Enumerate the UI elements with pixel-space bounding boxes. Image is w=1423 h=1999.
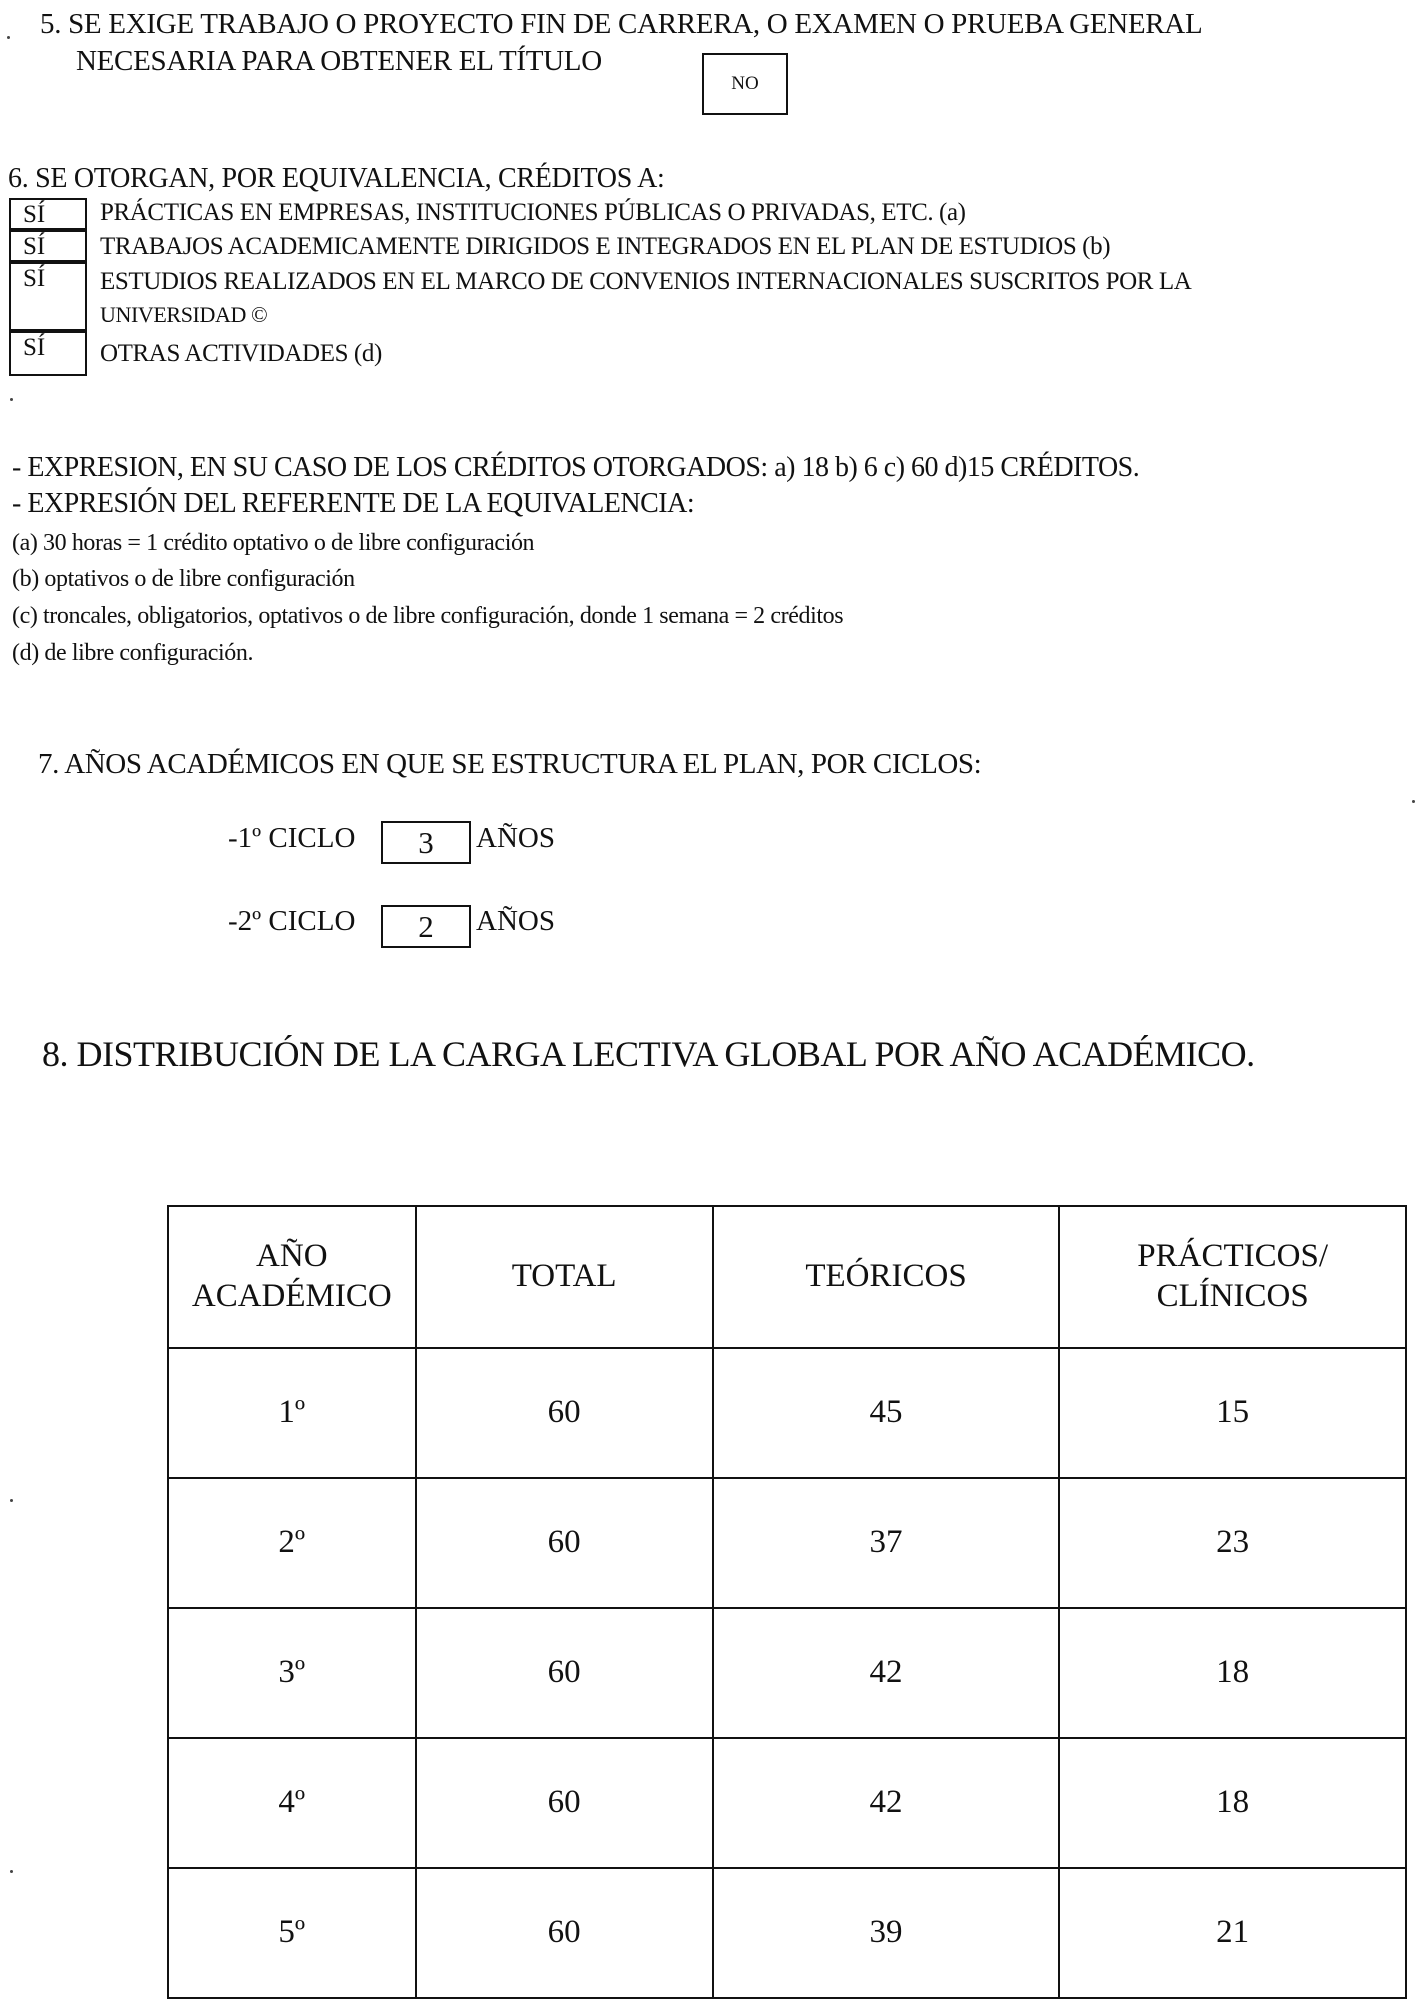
section5-answer-box [702, 53, 788, 115]
header-practical: PRÁCTICOS/ [1137, 1238, 1329, 1275]
scan-speck [10, 1870, 13, 1873]
option-b-checkbox [9, 230, 87, 262]
cell-theoretical: 45 [713, 1348, 1060, 1478]
cell-total: 60 [416, 1608, 713, 1738]
table-row [168, 1348, 1406, 1478]
option-c-text: ESTUDIOS REALIZADOS EN EL MARCO DE CONVENIOS INTERNACIONALES SUSCRITOS POR LA [100, 268, 1192, 295]
cell-practical: 23 [1059, 1478, 1406, 1608]
academic-load-table [167, 1205, 1407, 1999]
option-b-check: SÍ [23, 233, 46, 260]
cell-total: 60 [416, 1738, 713, 1868]
cell-practical: 18 [1059, 1608, 1406, 1738]
table-row [168, 1868, 1406, 1998]
section5-line1: 5. SE EXIGE TRABAJO O PROYECTO FIN DE CARRERA, O EXAMEN O PRUEBA GENERAL [40, 8, 1203, 40]
scan-speck [1412, 800, 1415, 803]
section8-title: 8. DISTRIBUCIÓN DE LA CARGA LECTIVA GLOBAL POR AÑO ACADÉMICO. [42, 1034, 1255, 1074]
table-row [168, 1478, 1406, 1608]
section5-line2: NECESARIA PARA OBTENER EL TÍTULO [76, 45, 602, 77]
option-a-checkbox [9, 198, 87, 230]
option-a-text: PRÁCTICAS EN EMPRESAS, INSTITUCIONES PÚBLICAS O PRIVADAS, ETC. (a) [100, 199, 966, 226]
ref-c: (c) troncales, obligatorios, optativos o de libre configuración, donde 1 semana = 2 créditos [12, 603, 844, 629]
option-d-checkbox [9, 331, 87, 376]
cell-theoretical: 42 [713, 1738, 1060, 1868]
cell-theoretical: 37 [713, 1478, 1060, 1608]
option-b-text: TRABAJOS ACADEMICAMENTE DIRIGIDOS E INTEGRADOS EN EL PLAN DE ESTUDIOS (b) [100, 233, 1111, 260]
cell-theoretical: 39 [713, 1868, 1060, 1998]
table-row [168, 1738, 1406, 1868]
section6-title: 6. SE OTORGAN, POR EQUIVALENCIA, CRÉDITOS A: [8, 163, 665, 194]
cell-total: 60 [416, 1478, 713, 1608]
cell-year: 2º [168, 1478, 416, 1608]
cell-total: 60 [416, 1868, 713, 1998]
cycle1-value: 3 [418, 824, 434, 860]
section5-answer: NO [731, 73, 759, 94]
cell-year: 5º [168, 1868, 416, 1998]
option-a-check: SÍ [23, 201, 46, 228]
option-c-checkbox [9, 262, 87, 331]
cell-year: 1º [168, 1348, 416, 1478]
cell-practical: 18 [1059, 1738, 1406, 1868]
header-academic-year: AÑO ACADÉMICO [168, 1206, 416, 1348]
cycle1-label: -1º CICLO [228, 822, 356, 854]
cell-year: 3º [168, 1608, 416, 1738]
header-practical-clinical [1059, 1206, 1406, 1348]
option-d-text: OTRAS ACTIVIDADES (d) [100, 340, 382, 367]
cell-year: 4º [168, 1738, 416, 1868]
cell-total: 60 [416, 1348, 713, 1478]
header-theoretical: TEÓRICOS [713, 1206, 1060, 1348]
option-c-check: SÍ [23, 265, 46, 292]
cycle2-unit: AÑOS [476, 905, 555, 937]
ref-d: (d) de libre configuración. [12, 640, 254, 666]
option-d-check: SÍ [23, 334, 46, 361]
cycle2-label: -2º CICLO [228, 905, 356, 937]
cell-practical: 21 [1059, 1868, 1406, 1998]
credits-expression: - EXPRESION, EN SU CASO DE LOS CRÉDITOS OTORGADOS: a) 18 b) 6 c) 60 d)15 CRÉDITOS. [12, 452, 1140, 483]
ref-a: (a) 30 horas = 1 crédito optativo o de libre configuración [12, 530, 535, 556]
cycle2-box [381, 905, 471, 948]
header-total: TOTAL [416, 1206, 713, 1348]
cycle1-unit: AÑOS [476, 822, 555, 854]
header-clinical: CLÍNICOS [1156, 1278, 1309, 1314]
cycle2-value: 2 [418, 908, 434, 944]
ref-b: (b) optativos o de libre configuración [12, 566, 355, 592]
cell-practical: 15 [1059, 1348, 1406, 1478]
scan-speck [10, 1499, 13, 1502]
cycle1-box [381, 821, 471, 864]
option-c-text-2: UNIVERSIDAD © [100, 302, 268, 327]
scan-speck [7, 36, 10, 39]
table-header-row [168, 1206, 1406, 1348]
section7-title: 7. AÑOS ACADÉMICOS EN QUE SE ESTRUCTURA EL PLAN, POR CICLOS: [38, 748, 982, 780]
table-row [168, 1608, 1406, 1738]
cell-theoretical: 42 [713, 1608, 1060, 1738]
equivalence-referent: - EXPRESIÓN DEL REFERENTE DE LA EQUIVALENCIA: [12, 488, 695, 519]
scan-speck [10, 398, 13, 401]
